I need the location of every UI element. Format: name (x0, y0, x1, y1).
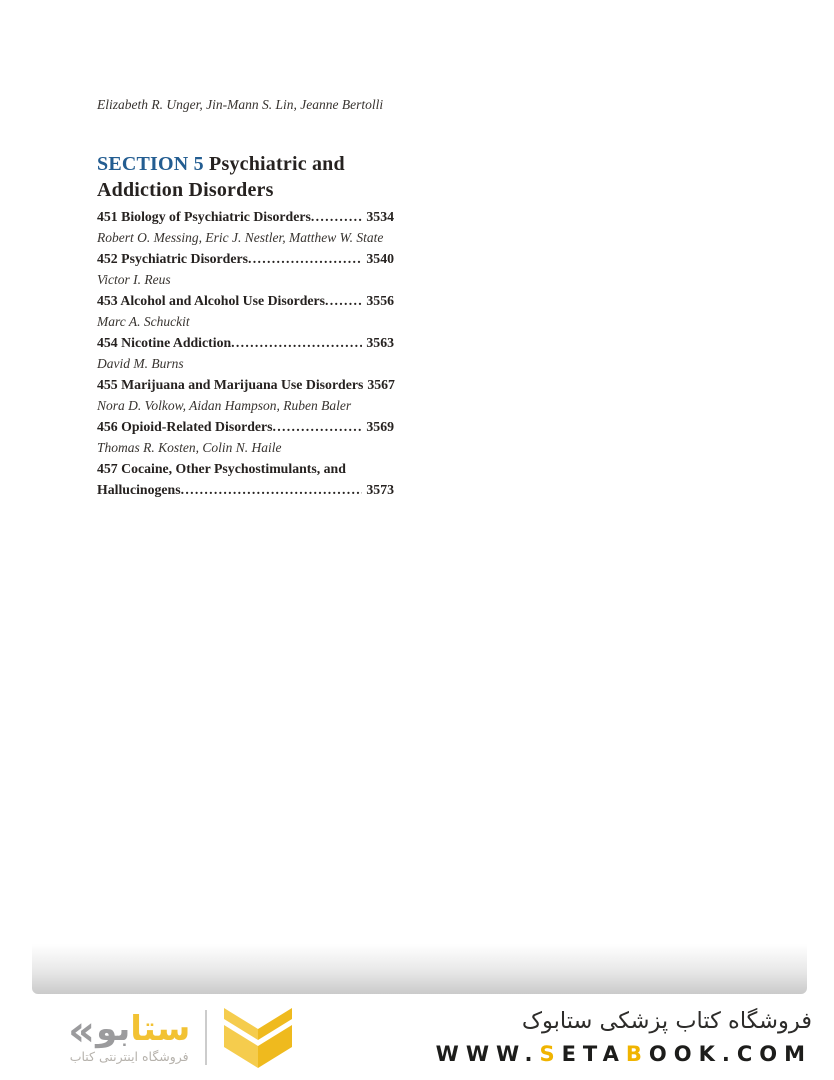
chapter-authors: Marc A. Schuckit (97, 314, 190, 329)
chapter-authors: David M. Burns (97, 356, 184, 371)
chapter-page-number: 3563 (366, 335, 394, 350)
chapter-page-number: 3569 (366, 419, 394, 434)
dot-leader (273, 416, 363, 437)
double-chevron-emblem-icon (222, 1006, 294, 1068)
store-title-farsi: فروشگاه کتاب پزشکی ستابوک (521, 1008, 812, 1034)
dot-leader (181, 479, 363, 500)
section-header (97, 151, 394, 203)
chapter-page-number: 3567 (367, 377, 395, 392)
toc-entry (97, 416, 394, 458)
chapter-authors: Thomas R. Kosten, Colin N. Haile (97, 440, 282, 455)
chapter-title: 455 Marijuana and Marijuana Use Disorders (97, 377, 364, 392)
dot-leader (231, 332, 362, 353)
chapter-authors: Nora D. Volkow, Aidan Hampson, Ruben Baler (97, 398, 352, 413)
chapter-page-number: 3534 (366, 209, 394, 224)
logo-tagline: فروشگاه اینترنتی کتاب (69, 1049, 189, 1064)
bookstore-footer (0, 998, 834, 1080)
footer-right-text (436, 1007, 812, 1066)
dot-leader (248, 248, 362, 269)
website-url: WWW.SETABOOK.COM (435, 1042, 812, 1066)
toc-entry (97, 332, 394, 374)
toc-entry (97, 290, 394, 332)
dot-leader (311, 206, 363, 227)
section-title: Psychiatric and Addiction Disorders (97, 153, 345, 201)
stylized-kaf-chevron-icon: « (68, 1006, 96, 1055)
toc-entry (97, 206, 394, 248)
chapter-title: 453 Alcohol and Alcohol Use Disorders (97, 293, 326, 308)
chapter-page-number: 3556 (366, 293, 394, 308)
chapter-authors: Victor I. Reus (97, 272, 171, 287)
chapter-authors: Robert O. Messing, Eric J. Nestler, Matthew W. State (97, 230, 384, 245)
chapter-title: 457 Cocaine, Other Psychostimulants, and (97, 461, 346, 476)
toc-entry (97, 248, 394, 290)
setabook-logo (68, 1006, 294, 1068)
wordmark-gray-part: بو (96, 1009, 131, 1049)
chapter-title: 454 Nicotine Addiction (97, 335, 232, 350)
chapter-title: 452 Psychiatric Disorders (97, 251, 248, 266)
chapter-page-number: 3573 (366, 482, 394, 497)
chapter-page-number: 3540 (366, 251, 394, 266)
chapter-authors: Elizabeth R. Unger, Jin-Mann S. Lin, Jeanne Bertolli (97, 97, 384, 112)
section-label: SECTION 5 (97, 153, 204, 175)
dot-leader (325, 290, 362, 311)
toc-entry (97, 458, 394, 500)
page-bottom-shadow (32, 944, 807, 994)
logo-divider (205, 1010, 207, 1065)
chapter-title-continued: Hallucinogens (97, 482, 181, 497)
chapter-title: 456 Opioid-Related Disorders (97, 419, 273, 434)
table-of-contents (97, 97, 394, 500)
toc-entry (97, 374, 394, 416)
wordmark-yellow-part: ستا (130, 1009, 191, 1049)
setabook-wordmark (68, 1006, 191, 1055)
chapter-title: 451 Biology of Psychiatric Disorders (97, 209, 311, 224)
